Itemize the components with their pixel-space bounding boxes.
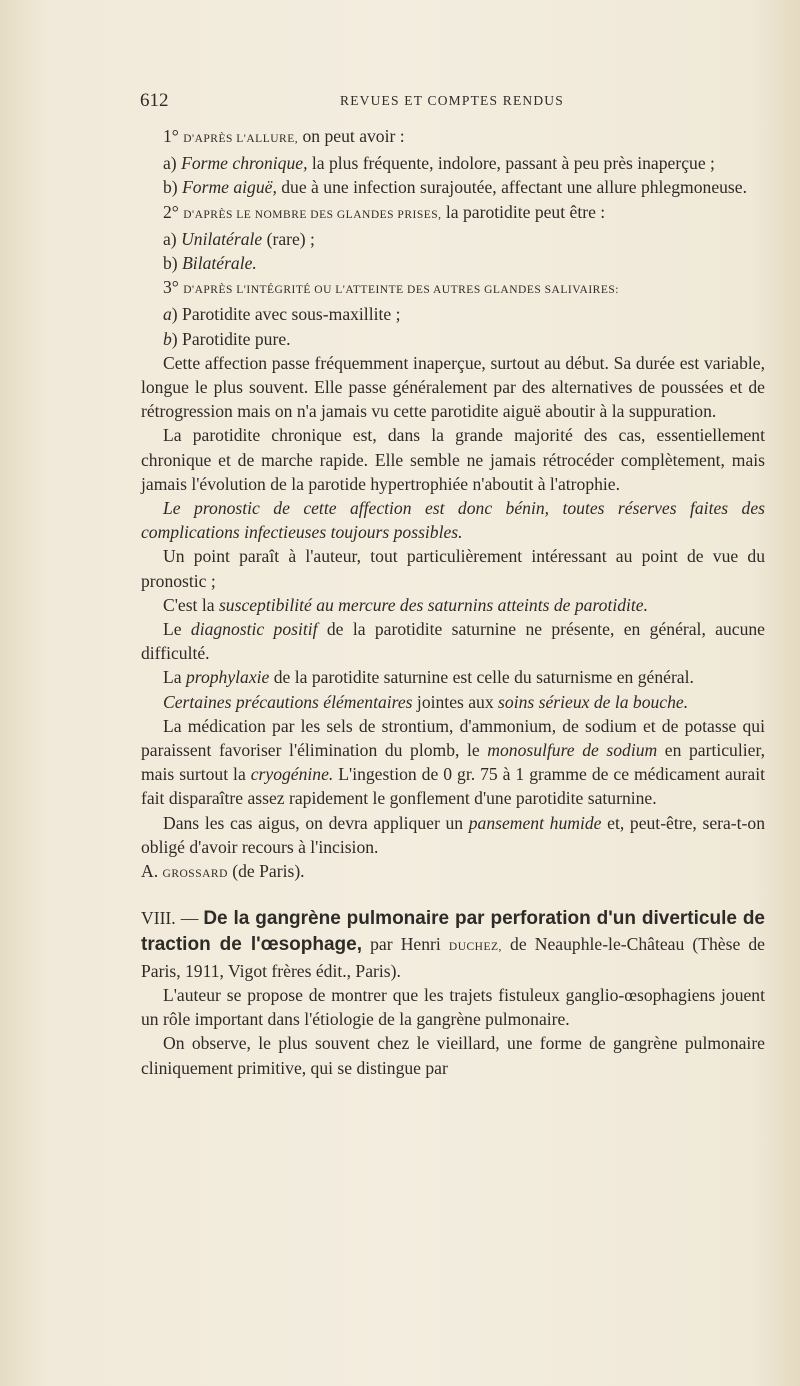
italic-term: Certaines précautions élémentaires <box>163 691 413 712</box>
italic-term: Bilatérale. <box>182 253 257 274</box>
page-header <box>140 90 760 114</box>
paragraph-evolution: Cette affection passe fréquemment inaperçue, surtout au début. Sa durée est variable, longue le plus souvent. Elle passe généralement par des alternatives de poussées et de rétrogression mais on n'a jamais vu cette parotidite aiguë aboutir à la suppuration. <box>141 352 765 422</box>
text: et, peut-être, sera-t-on obligé d'avoir recours à l'incision. <box>141 812 766 857</box>
paragraph-diagnosis <box>141 617 765 665</box>
signature-initial: A. <box>141 861 163 882</box>
review-number: VIII. — <box>141 908 204 929</box>
paragraph-precautions <box>141 690 765 714</box>
italic-term: Forme chronique, <box>181 153 308 174</box>
classification-item-3 <box>141 275 765 302</box>
text: en particulier, mais surtout la <box>141 740 765 785</box>
italic-text: susceptibilité au mercure des saturnins atteints de parotidite. <box>218 594 648 615</box>
italic-term: cryogénine. <box>250 764 334 785</box>
text: de la parotidite saturnine est celle du saturnisme en général. <box>269 667 694 688</box>
review-title: De la gangrène pulmonaire par perforation d'un diverticule de traction de l'œsophage, <box>141 908 765 955</box>
italic-term: Unilatérale <box>181 228 263 249</box>
text: de la parotidite saturnine ne présente, en général, aucune difficulté. <box>141 619 765 664</box>
small-caps-heading: D'APRÈS L'INTÉGRITÉ OU L'ATTEINTE DES AUTRES GLANDES SALIVAIRES: <box>183 284 619 297</box>
italic-term: pansement humide <box>468 812 602 833</box>
signature-name: GROSSARD <box>162 868 228 881</box>
italic-term: soins sérieux de la bouche. <box>498 691 689 712</box>
classification-item-2 <box>141 200 765 227</box>
review-details: de Neauphle-le-Château (Thèse de Paris, 1911, Vigot frères édit., Paris). <box>141 933 765 981</box>
subitem-label: a <box>163 304 172 325</box>
paragraph-prognosis <box>141 496 765 544</box>
italic-text: Le pronostic de cette affection est donc bénin, toutes réserves faites des complications infectieuses toujours possibles. <box>141 498 765 543</box>
paragraph-acute-cases <box>141 811 765 859</box>
subitem-pure <box>141 327 765 351</box>
text: jointes aux <box>412 691 499 712</box>
subitem-chronic <box>141 151 765 175</box>
item-text: la parotidite peut être : <box>441 201 606 222</box>
classification-item-1 <box>141 124 765 151</box>
item-number: 3° <box>163 277 184 298</box>
paragraph-medication <box>141 714 765 811</box>
subitem-acute <box>141 175 765 199</box>
subitem-bilateral <box>141 251 765 275</box>
text: La <box>163 667 186 688</box>
italic-term: Forme aiguë, <box>182 177 277 198</box>
subitem-label: a) <box>163 228 182 249</box>
text: La médication par les sels de strontium, d'ammonium, de sodium et de potasse qui paraissent favoriser l'élimination du plomb, le <box>141 715 765 761</box>
item-number: 2° <box>163 201 184 222</box>
review-heading <box>141 906 765 983</box>
review-by: par Henri <box>362 933 449 954</box>
subitem-text: due à une infection surajoutée, affectant une allure phlegmoneuse. <box>276 177 747 198</box>
page-number: 612 <box>140 90 169 111</box>
small-caps-heading: D'APRÈS L'ALLURE, <box>183 133 299 145</box>
paragraph-point: Un point paraît à l'auteur, tout particulièrement intéressant au point de vue du pronostic ; <box>141 546 765 591</box>
review-paragraph-2: On observe, le plus souvent chez le vieillard, une forme de gangrène pulmonaire cliniquement primitive, qui se distingue par <box>141 1033 765 1078</box>
paragraph-mercury <box>141 593 765 617</box>
text-body <box>141 124 765 1080</box>
text: C'est la <box>163 594 219 615</box>
subitem-unilateral <box>141 227 765 251</box>
italic-term: prophylaxie <box>185 667 270 688</box>
item-number: 1° <box>163 126 184 146</box>
running-title: REVUES ET COMPTES RENDUS <box>340 93 564 108</box>
subitem-text: (rare) ; <box>262 228 315 249</box>
review-author: DUCHEZ, <box>448 940 502 953</box>
paragraph-chronic: La parotidite chronique est, dans la grande majorité des cas, essentiellement chronique et de marche rapide. Elle semble ne jamais rétrocéder complètement, mais jamais l'évolution de la parotide hypertrophiée n'aboutit à l'atrophie. <box>141 425 765 494</box>
text: Dans les cas aigus, on devra appliquer un <box>163 812 469 833</box>
subitem-text: ) Parotidite avec sous-maxillite ; <box>171 304 401 325</box>
review-paragraph-1: L'auteur se propose de montrer que les trajets fistuleux ganglio-œsophagiens jouent un rôle important dans l'étiologie de la gangrène pulmonaire. <box>141 984 765 1030</box>
subitem-label: b <box>163 328 172 349</box>
subitem-text: la plus fréquente, indolore, passant à peu près inaperçue ; <box>307 153 715 174</box>
paragraph-prophylaxis <box>141 665 765 689</box>
item-text: on peut avoir : <box>298 126 405 146</box>
small-caps-heading: D'APRÈS LE NOMBRE DES GLANDES PRISES, <box>183 208 442 221</box>
italic-term: monosulfure de sodium <box>487 740 658 761</box>
subitem-label: a) <box>163 153 182 174</box>
subitem-text: ) Parotidite pure. <box>171 328 291 349</box>
subitem-label: b) <box>163 177 183 198</box>
italic-term: diagnostic positif <box>190 619 318 640</box>
subitem-label: b) <box>163 253 183 274</box>
subitem-submaxillitis <box>141 302 765 326</box>
text: L'ingestion de 0 gr. 75 à 1 gramme de ce médicament aurait fait disparaître assez rapidement le gonflement d'une parotidite saturnine. <box>141 764 765 809</box>
signature-place: (de Paris). <box>227 861 305 882</box>
text: Le <box>163 619 191 640</box>
signature <box>141 859 765 886</box>
